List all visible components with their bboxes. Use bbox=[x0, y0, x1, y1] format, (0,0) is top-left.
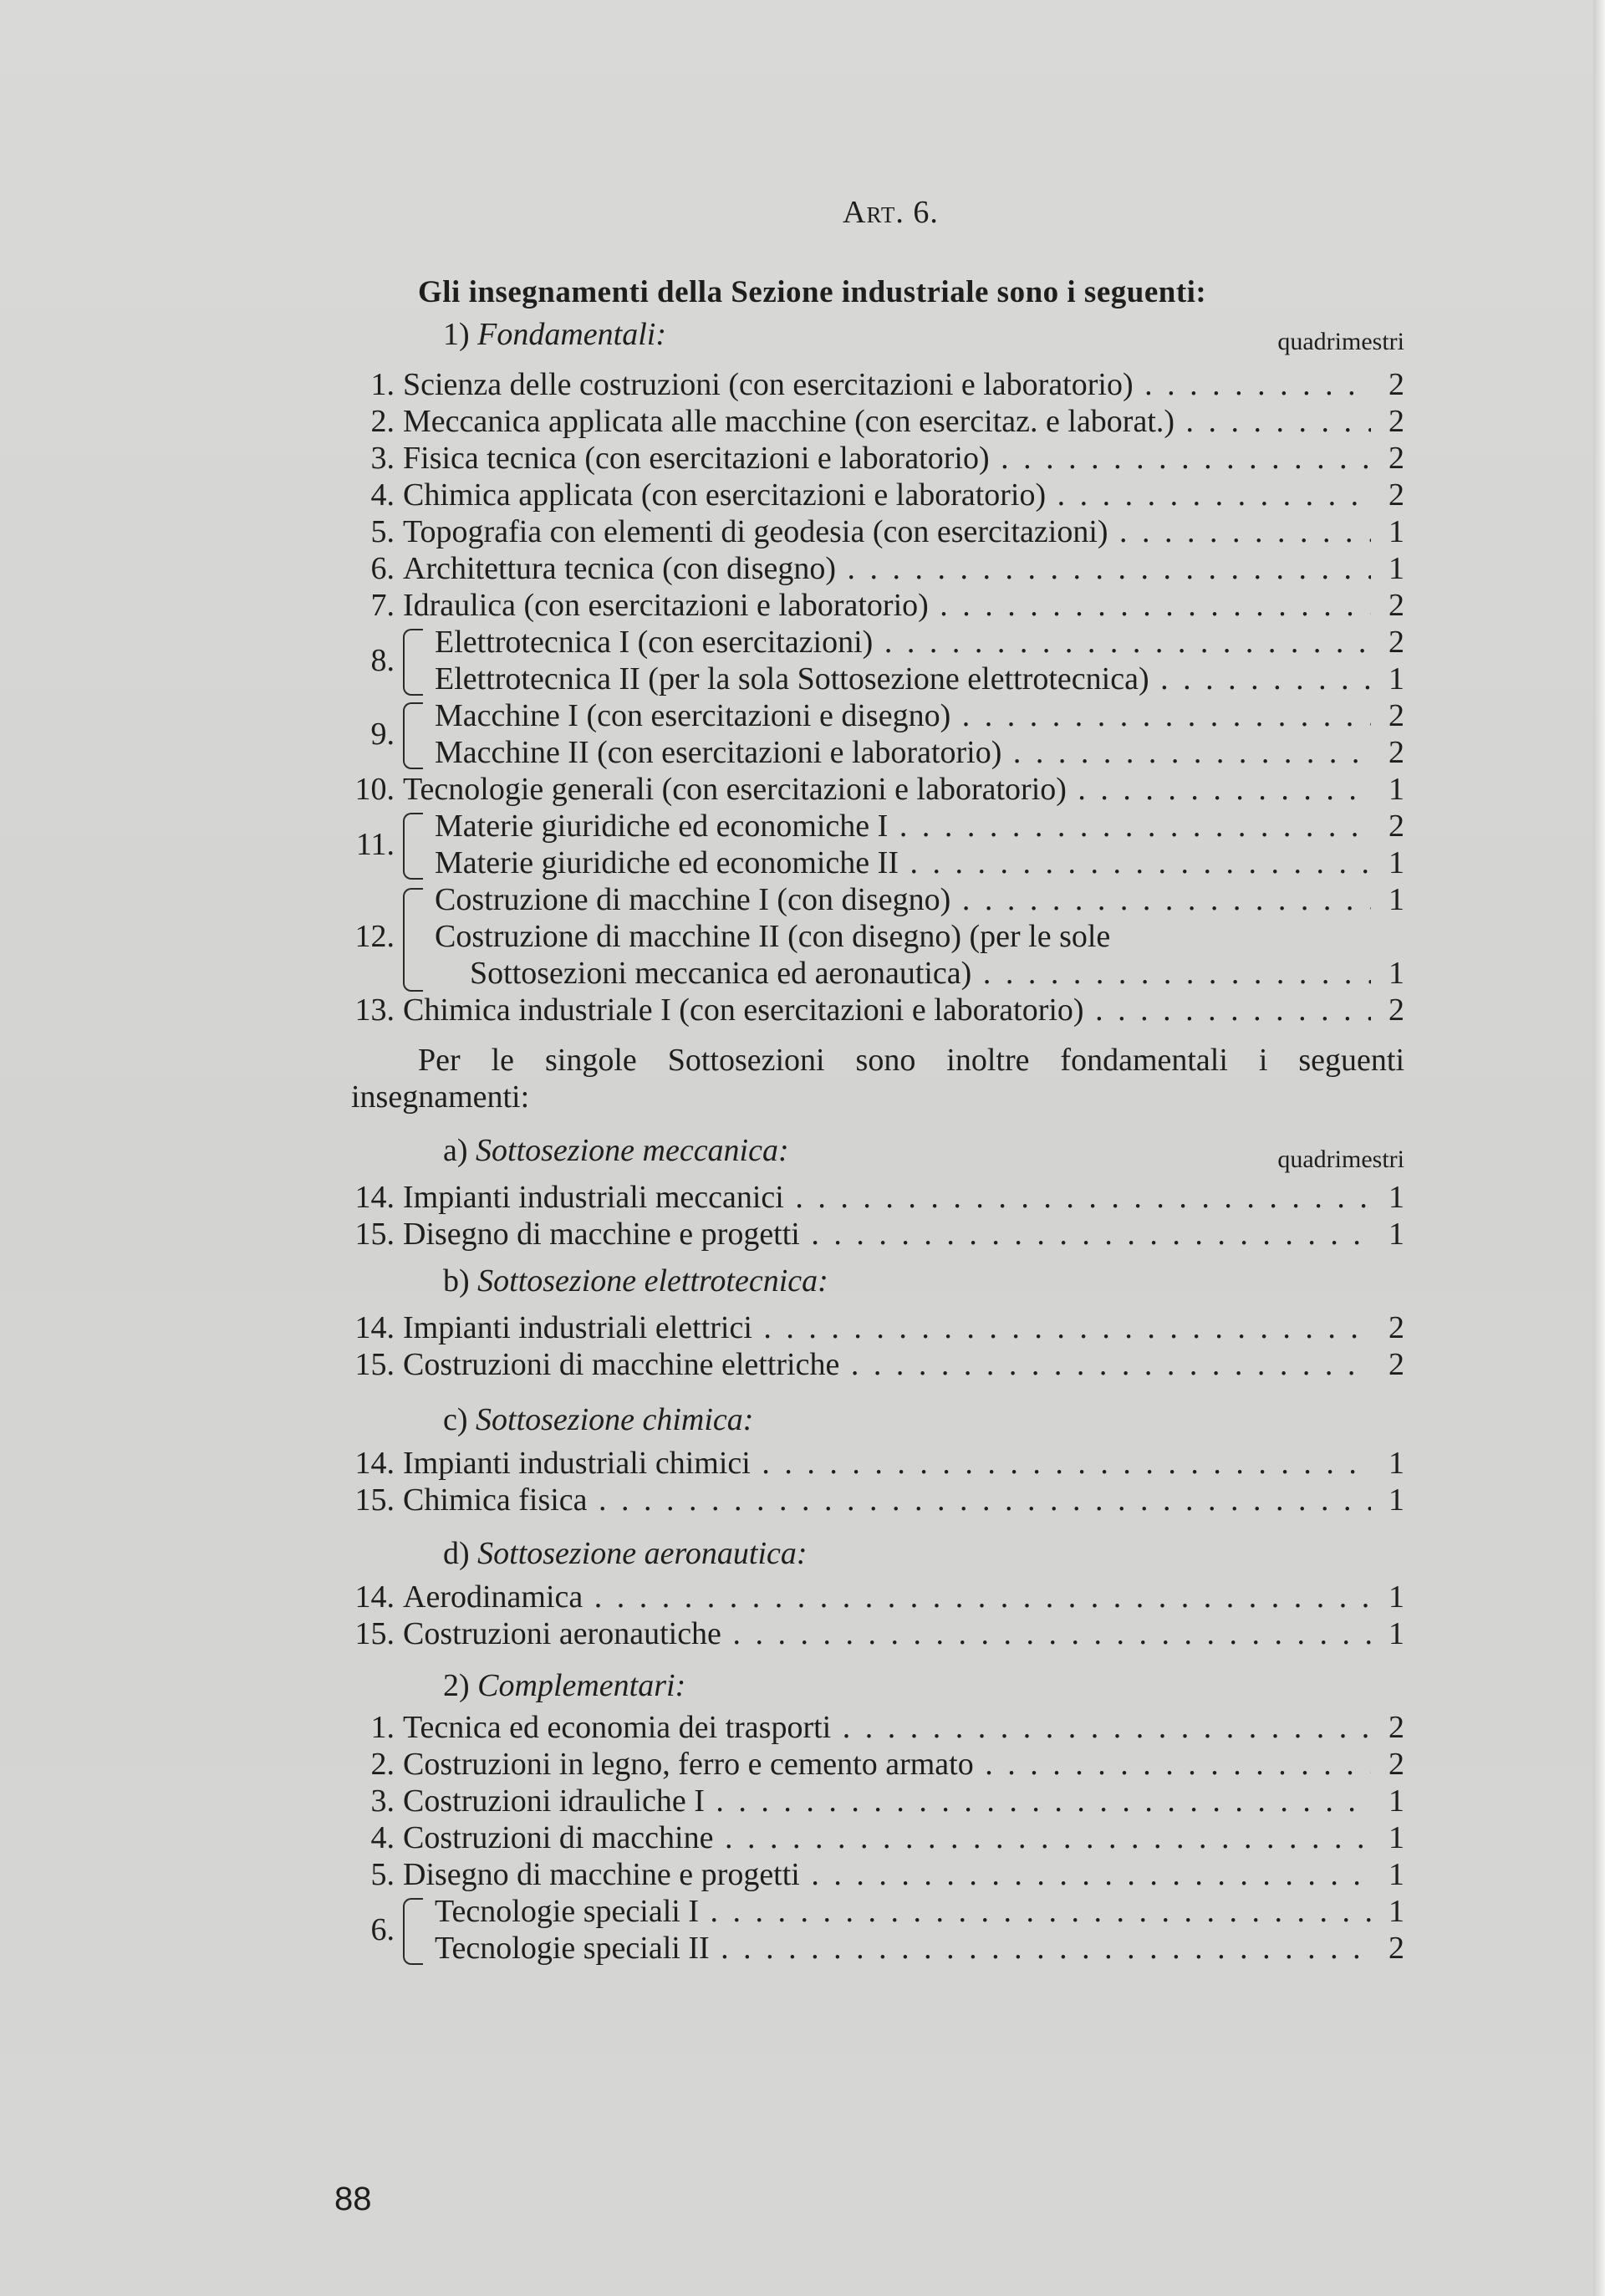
course-row: 7. Idraulica (con esercitazioni e laboratorio) . . . 2 bbox=[351, 587, 1404, 624]
article-title: Art. 6. bbox=[843, 195, 939, 230]
quadrimestri-header: quadrimestri bbox=[1277, 1145, 1404, 1173]
course-row: 14. Impianti industriali elettrici . . . 2 bbox=[351, 1309, 1404, 1346]
course-row: 13. Chimica industriale I (con esercitazioni e laboratorio) . . . 2 bbox=[351, 992, 1404, 1028]
course-row: Tecnologie speciali II . . . 2 bbox=[351, 1930, 1404, 1967]
page-edge bbox=[1593, 0, 1605, 2296]
subsection-heading-chimica: c) Sottosezione chimica: bbox=[443, 1402, 754, 1437]
course-row: Elettrotecnica I (con esercitazioni) . . . 2 bbox=[351, 624, 1404, 661]
course-row: 1. Tecnica ed economia dei trasporti . . . 2 bbox=[351, 1709, 1404, 1746]
course-row: 2. Costruzioni in legno, ferro e cemento armato . . . 2 bbox=[351, 1746, 1404, 1783]
group-number: 12. bbox=[354, 919, 395, 954]
course-row: 14. Impianti industriali chimici . . . 1 bbox=[351, 1445, 1404, 1482]
course-row: Sottosezioni meccanica ed aeronautica) . . . 1 bbox=[351, 955, 1404, 992]
course-row: 3. Fisica tecnica (con esercitazioni e laboratorio) . . . 2 bbox=[351, 440, 1404, 477]
course-row: Costruzione di macchine I (con disegno) . . . 1 bbox=[351, 881, 1404, 918]
course-row: Costruzione di macchine II (con disegno) (per le sole bbox=[435, 919, 1111, 954]
intro-sentence: Gli insegnamenti della Sezione industriale sono i seguenti: bbox=[418, 275, 1207, 309]
course-row: 2. Meccanica applicata alle macchine (con esercitaz. e laborat.) . . . 2 bbox=[351, 403, 1404, 440]
course-row: 3. Costruzioni idrauliche I . . . 1 bbox=[351, 1783, 1404, 1819]
course-row: 4. Chimica applicata (con esercitazioni e laboratorio) . . . 2 bbox=[351, 477, 1404, 513]
group-number: 8. bbox=[370, 643, 395, 678]
course-row: Elettrotecnica II (per la sola Sottosezione elettrotecnica) . . . 1 bbox=[351, 661, 1404, 697]
course-row: 5. Disegno di macchine e progetti . . . 1 bbox=[351, 1856, 1404, 1893]
course-row: Materie giuridiche ed economiche I . . . 2 bbox=[351, 808, 1404, 844]
subsection-heading-elettrotecnica: b) Sottosezione elettrotecnica: bbox=[443, 1263, 828, 1299]
course-row: 15. Costruzioni aeronautiche . . . 1 bbox=[351, 1615, 1404, 1652]
course-row: 15. Chimica fisica . . . 1 bbox=[351, 1482, 1404, 1518]
course-row: 15. Costruzioni di macchine elettriche . . . 2 bbox=[351, 1346, 1404, 1383]
course-row: 6. Architettura tecnica (con disegno) . . . 1 bbox=[351, 550, 1404, 587]
course-row: 14. Impianti industriali meccanici . . . 1 bbox=[351, 1179, 1404, 1216]
course-row: 5. Topografia con elementi di geodesia (con esercitazioni) . . . 1 bbox=[351, 513, 1404, 550]
section-heading-fondamentali: 1) Fondamentali: bbox=[443, 317, 667, 352]
subsection-heading-meccanica: a) Sottosezione meccanica: bbox=[443, 1133, 789, 1168]
group-number: 6. bbox=[370, 1912, 395, 1947]
quadrimestri-header: quadrimestri bbox=[1277, 328, 1404, 355]
course-row: 14. Aerodinamica . . . 1 bbox=[351, 1579, 1404, 1615]
section-heading-complementari: 2) Complementari: bbox=[443, 1668, 686, 1703]
course-row: Macchine I (con esercitazioni e disegno) . . . 2 bbox=[351, 697, 1404, 734]
course-row: 1. Scienza delle costruzioni (con esercitazioni e laboratorio) . . . 2 bbox=[351, 366, 1404, 403]
course-row: 4. Costruzioni di macchine . . . 1 bbox=[351, 1819, 1404, 1856]
course-row: Materie giuridiche ed economiche II . . . 1 bbox=[351, 844, 1404, 881]
subsection-heading-aeronautica: d) Sottosezione aeronautica: bbox=[443, 1536, 808, 1571]
course-row: Tecnologie speciali I . . . 1 bbox=[351, 1893, 1404, 1930]
course-row: 15. Disegno di macchine e progetti . . . 1 bbox=[351, 1216, 1404, 1253]
course-row: Macchine II (con esercitazioni e laboratorio) . . . 2 bbox=[351, 734, 1404, 771]
group-number: 11. bbox=[355, 827, 395, 862]
paragraph: Per le singole Sottosezioni sono inoltre fondamentali i seguenti insegnamenti: bbox=[351, 1043, 1404, 1115]
page-number: 88 bbox=[334, 2181, 372, 2217]
course-row: 10. Tecnologie generali (con esercitazioni e laboratorio) . . . 1 bbox=[351, 771, 1404, 808]
group-number: 9. bbox=[370, 717, 395, 752]
